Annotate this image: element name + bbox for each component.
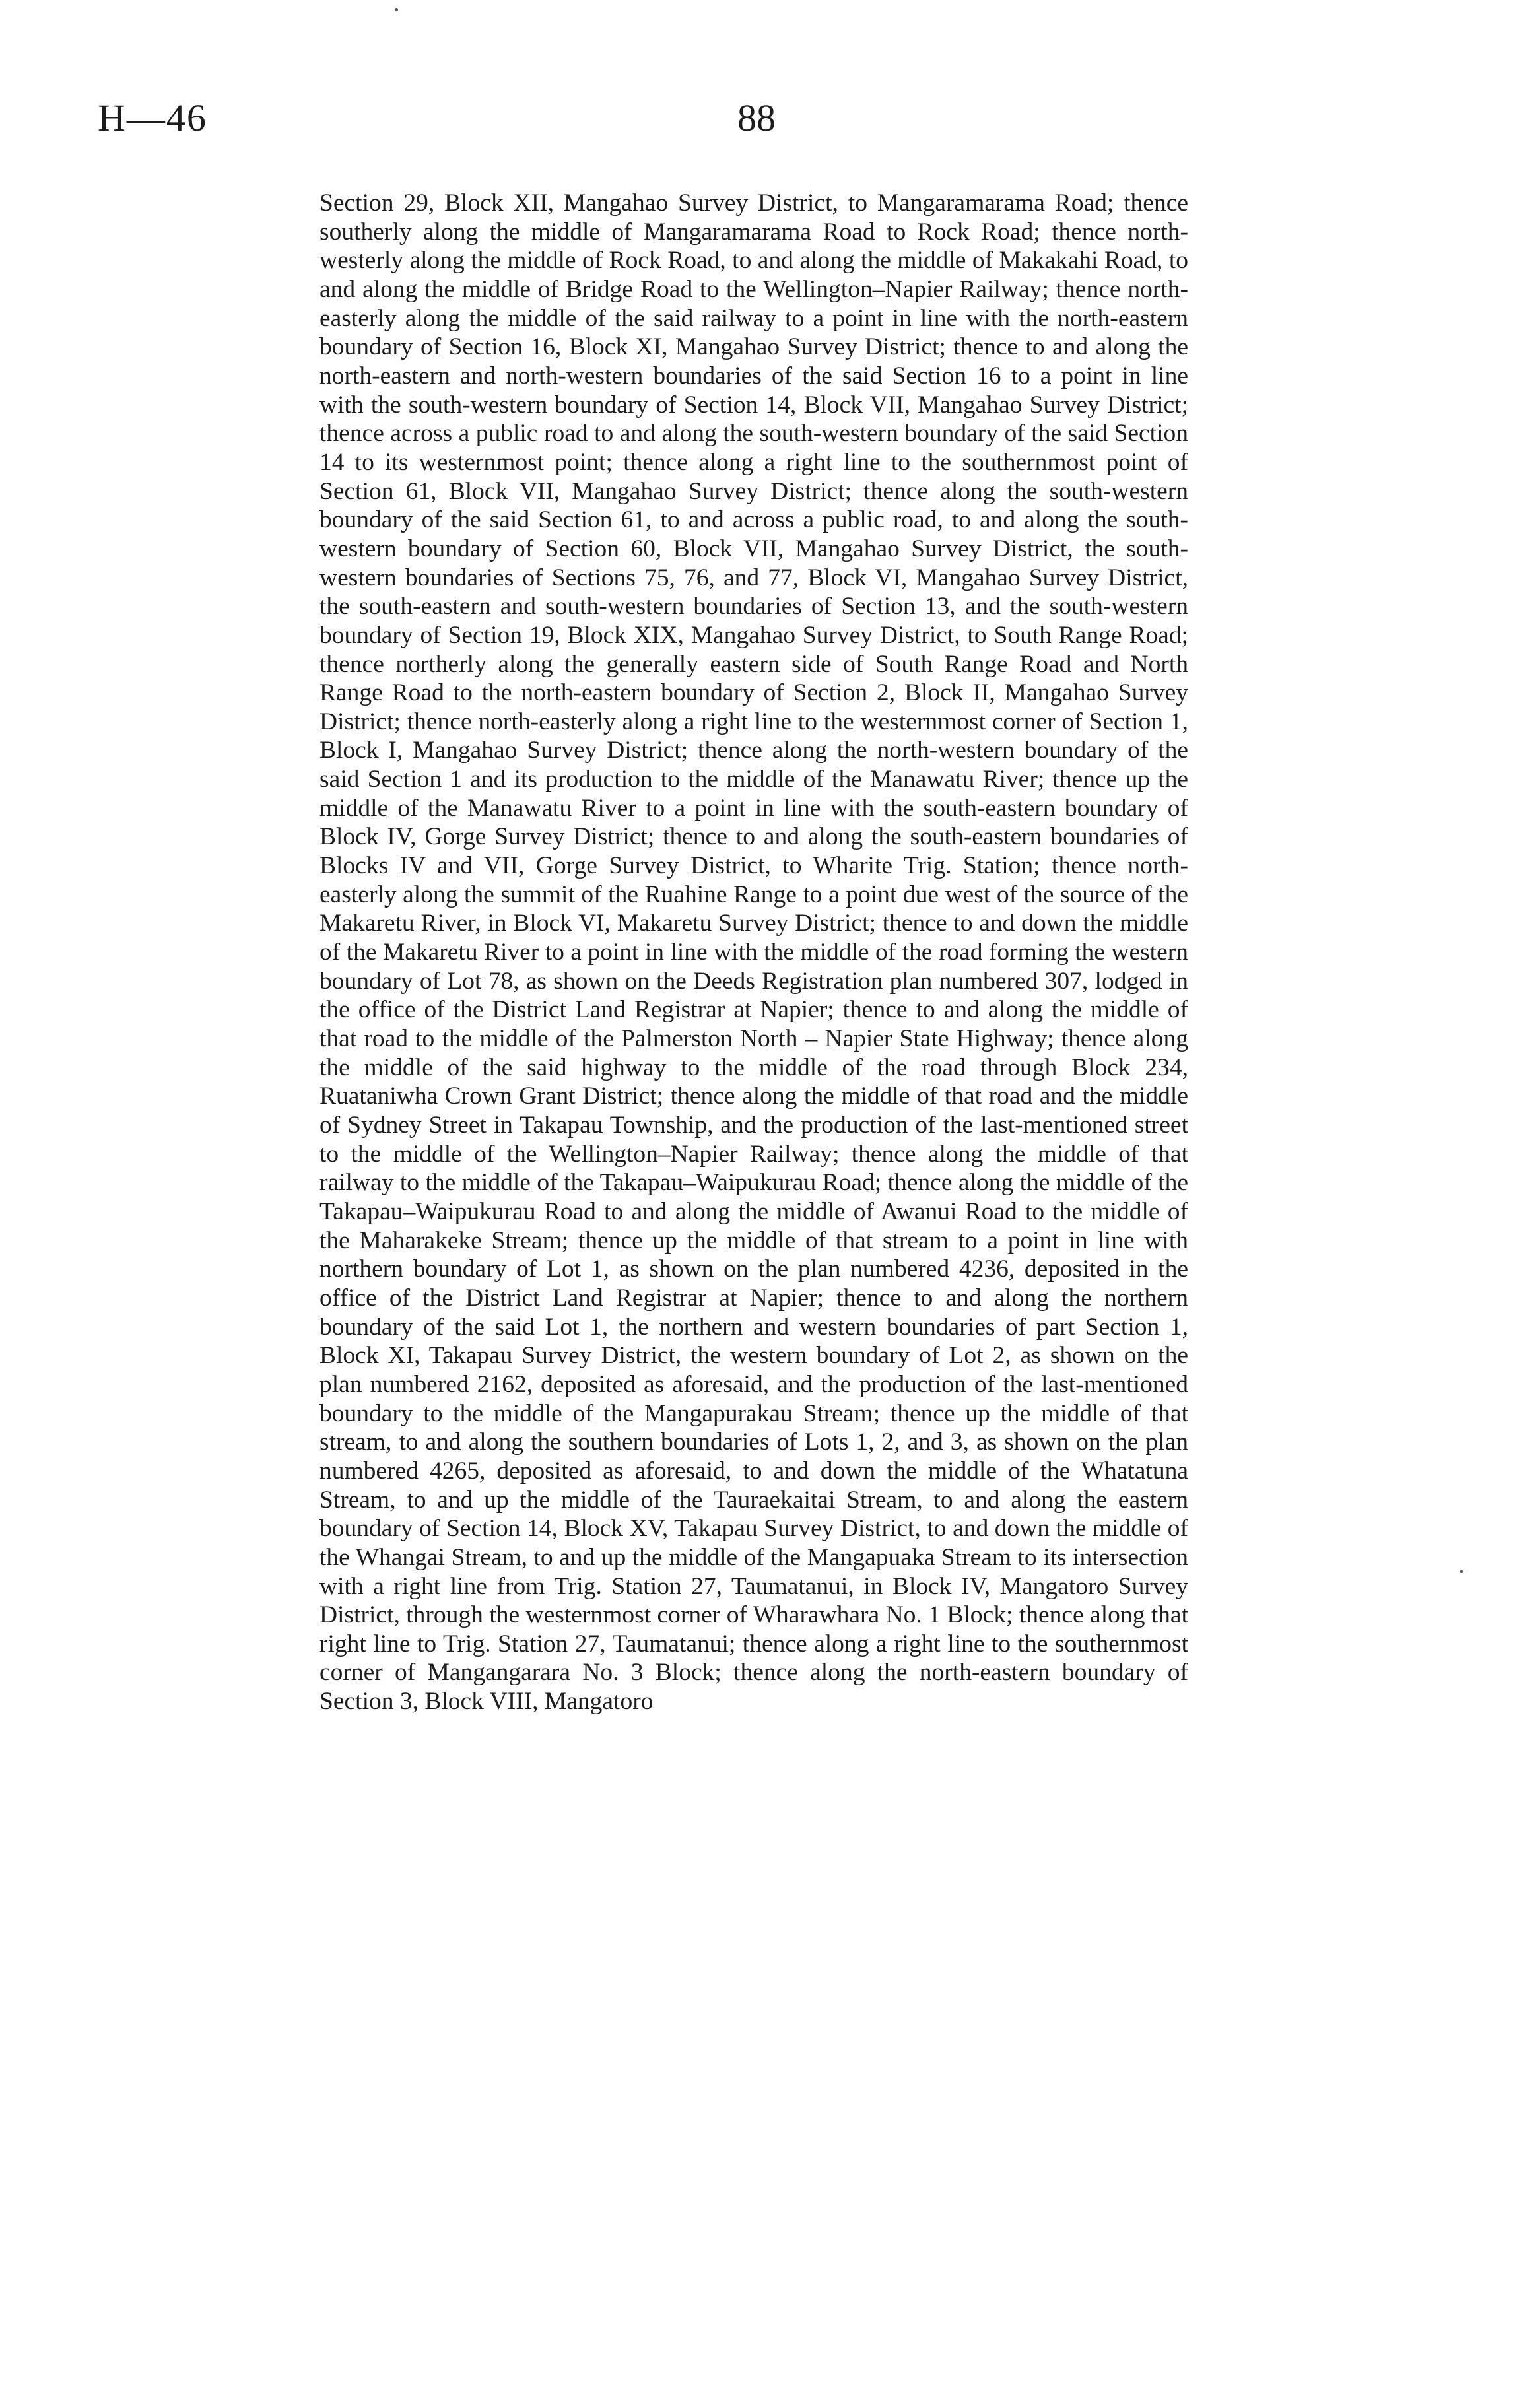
scan-speck bbox=[395, 8, 398, 11]
body-paragraph: Section 29, Block XII, Mangahao Survey District, to Mangaramarama Road; thence southerly along the middle of Mangaramarama Road to Rock Road; thence north-westerly along the middle of Rock Road, to and along the middle of Makakahi Road, to and along the middle of Bridge Road to the Wellington–Napier Railway; thence north-easterly along the middle of the said railway to a point in line with the north-eastern boundary of Section 16, Block XI, Mangahao Survey District; thence to and along the north-eastern and north-western boundaries of the said Section 16 to a point in line with the south-western boundary of Section 14, Block VII, Mangahao Survey District; thence across a public road to and along the south-western boundary of the said Section 14 to its westernmost point; thence along a right line to the southernmost point of Section 61, Block VII, Mangahao Survey District; thence along the south-western boundary of the said Section 61, to and across a public road, to and along the south-western boundary of Section 60, Block VII, Mangahao Survey District, the south-western boundaries of Sections 75, 76, and 77, Block VI, Mangahao Survey District, the south-eastern and south-western boundaries of Section 13, and the south-western boundary of Section 19, Block XIX, Mangahao Survey District, to South Range Road; thence northerly along the generally eastern side of South Range Road and North Range Road to the north-eastern boundary of Section 2, Block II, Mangahao Survey District; thence north-easterly along a right line to the westernmost corner of Section 1, Block I, Mangahao Survey District; thence along the north-western boundary of the said Section 1 and its production to the middle of the Manawatu River; thence up the middle of the Manawatu River to a point in line with the south-eastern boundary of Block IV, Gorge Survey District; thence to and along the south-eastern boundaries of Blocks IV and VII, Gorge Survey District, to Wharite Trig. Station; thence north-easterly along the summit of the Ruahine Range to a point due west of the source of the Makaretu River, in Block VI, Makaretu Survey District; thence to and down the middle of the Makaretu River to a point in line with the middle of the road forming the western boundary of Lot 78, as shown on the Deeds Registration plan numbered 307, lodged in the office of the District Land Registrar at Napier; thence to and along the middle of that road to the middle of the Palmerston North – Napier State Highway; thence along the middle of the said highway to the middle of the road through Block 234, Ruataniwha Crown Grant District; thence along the middle of that road and the middle of Sydney Street in Takapau Township, and the production of the last-mentioned street to the middle of the Wellington–Napier Railway; thence along the middle of that railway to the middle of the Takapau–Waipukurau Road; thence along the middle of the Takapau–Waipukurau Road to and along the middle of Awanui Road to the middle of the Maharakeke Stream; thence up the middle of that stream to a point in line with northern boundary of Lot 1, as shown on the plan numbered 4236, deposited in the office of the District Land Registrar at Napier; thence to and along the northern boundary of the said Lot 1, the northern and western boundaries of part Section 1, Block XI, Takapau Survey District, the western boundary of Lot 2, as shown on the plan numbered 2162, deposited as aforesaid, and the production of the last-mentioned boundary to the middle of the Mangapurakau Stream; thence up the middle of that stream, to and along the southern boundaries of Lots 1, 2, and 3, as shown on the plan numbered 4265, deposited as aforesaid, to and down the middle of the Whatatuna Stream, to and up the middle of the Tauraekaitai Stream, to and along the eastern boundary of Section 14, Block XV, Takapau Survey District, to and down the middle of the Whangai Stream, to and up the middle of the Mangapuaka Stream to its intersection with a right line from Trig. Station 27, Taumatanui, in Block IV, Mangatoro Survey District, through the westernmost corner of Wharawhara No. 1 Block; thence along that right line to Trig. Station 27, Taumatanui; thence along a right line to the southernmost corner of Mangangarara No. 3 Block; thence along the north-eastern boundary of Section 3, Block VIII, Mangatoro bbox=[319, 189, 1188, 1716]
scan-speck bbox=[1460, 1570, 1463, 1573]
page-number: 88 bbox=[737, 96, 776, 139]
document-reference: H—46 bbox=[98, 96, 207, 139]
